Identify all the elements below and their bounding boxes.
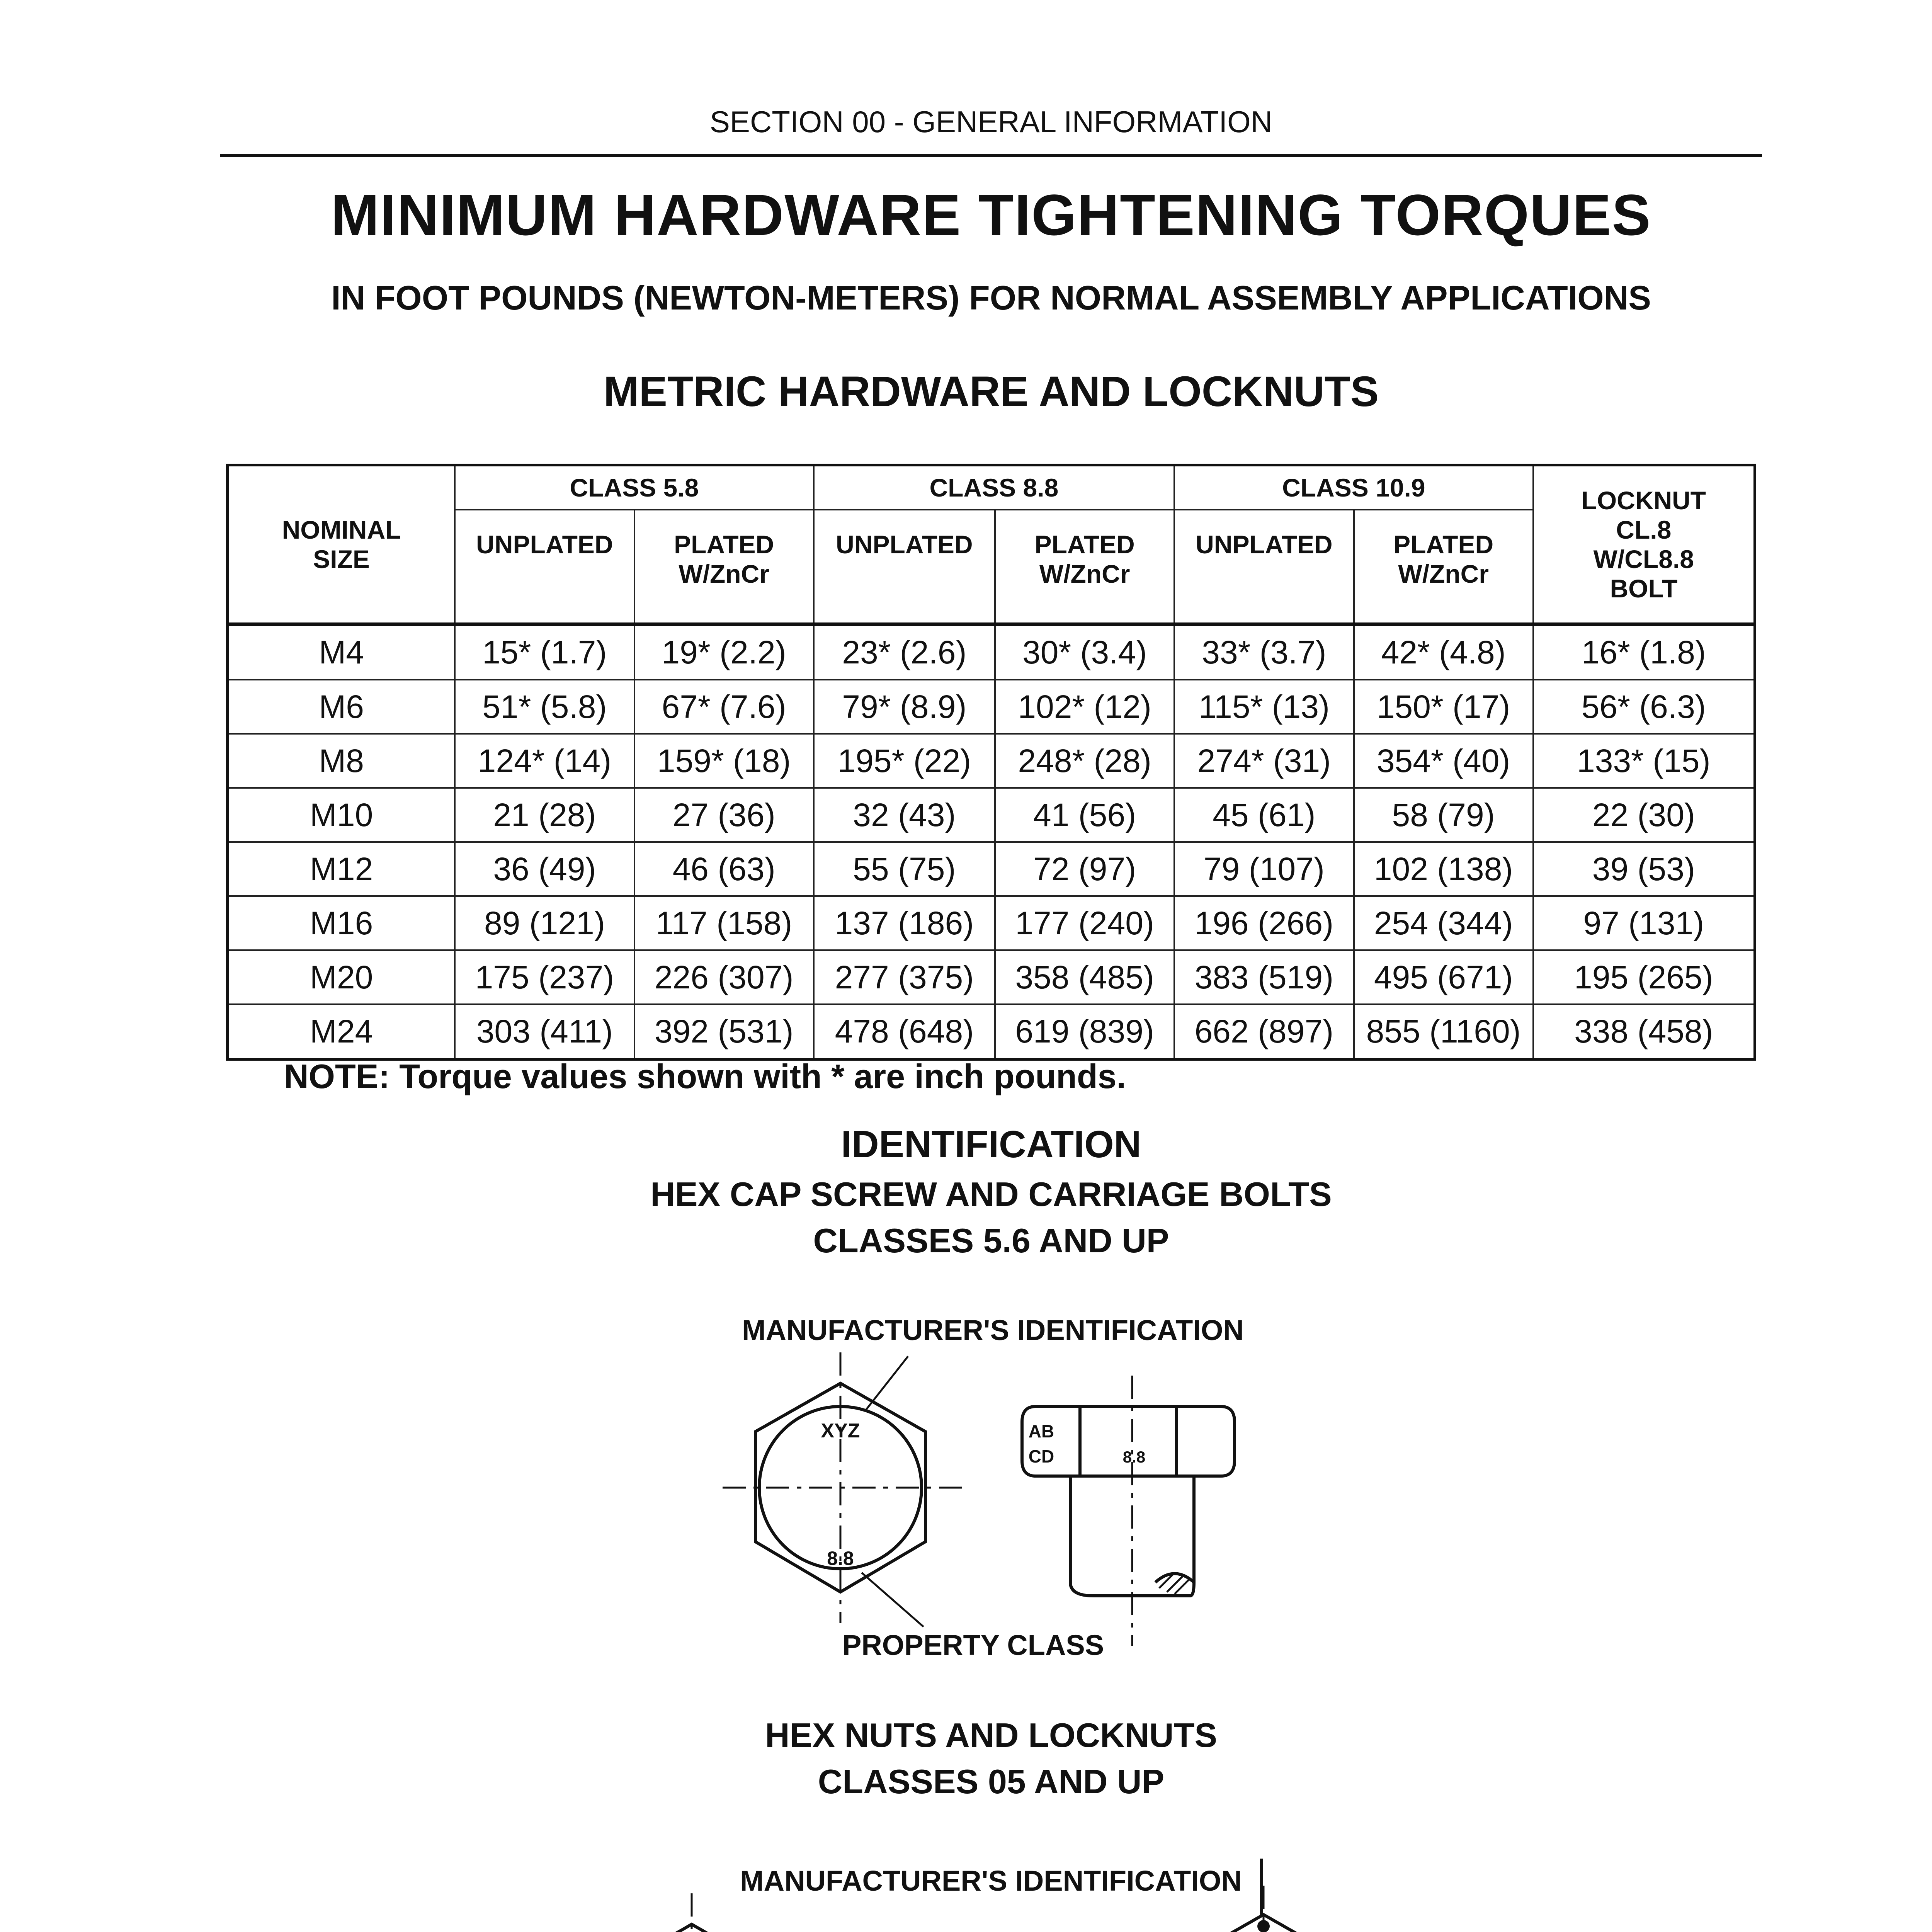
torque-cell: 16* (1.8) [1533,624,1755,680]
torque-cell: 175 (237) [455,950,634,1004]
sub-header-plated: PLATED W/ZnCr [995,510,1174,624]
torque-cell: 619 (839) [995,1004,1174,1059]
nominal-size-header: NOMINAL SIZE [228,465,455,624]
size-cell: M4 [228,624,455,680]
screw-mark-class-side: 8.8 [1122,1448,1146,1466]
class-8-8-header: CLASS 8.8 [814,465,1174,510]
torque-note: NOTE: Torque values shown with * are inch pounds. [284,1057,1126,1095]
class-5-8-header: CLASS 5.8 [455,465,814,510]
torque-cell: 36 (49) [455,842,634,896]
size-cell: M6 [228,680,455,734]
torque-cell: 30* (3.4) [995,624,1174,680]
identification-subtitle-screws: HEX CAP SCREW AND CARRIAGE BOLTS [650,1175,1332,1213]
torque-cell: 177 (240) [995,896,1174,950]
torque-cell: 159* (18) [634,734,814,788]
torque-cell: 21 (28) [455,788,634,842]
torque-cell: 354* (40) [1354,734,1533,788]
torque-cell: 338 (458) [1533,1004,1755,1059]
torque-cell: 33* (3.7) [1174,624,1354,680]
sub-header-unplated: UNPLATED [455,510,634,624]
torque-cell: 195* (22) [814,734,995,788]
torque-cell: 79* (8.9) [814,680,995,734]
sub-header-plated: PLATED W/ZnCr [634,510,814,624]
class-10-9-header: CLASS 10.9 [1174,465,1533,510]
size-cell: M12 [228,842,455,896]
torque-cell: 150* (17) [1354,680,1533,734]
torque-cell: 392 (531) [634,1004,814,1059]
size-cell: M20 [228,950,455,1004]
torque-cell: 117 (158) [634,896,814,950]
torque-cell: 39 (53) [1533,842,1755,896]
torque-cell: 42* (4.8) [1354,624,1533,680]
nut-property-view [583,1893,808,1932]
torque-cell: 79 (107) [1174,842,1354,896]
torque-cell: 133* (15) [1533,734,1755,788]
screw-side-view [1022,1376,1235,1646]
torque-cell: 55 (75) [814,842,995,896]
torque-cell: 115* (13) [1174,680,1354,734]
page-title: MINIMUM HARDWARE TIGHTENING TORQUES [331,182,1651,247]
screw-mark-ab: AB [1028,1421,1054,1441]
torque-cell: 67* (7.6) [634,680,814,734]
torque-cell: 27 (36) [634,788,814,842]
screw-mark-class-top: 8.8 [827,1548,854,1569]
size-cell: M24 [228,1004,455,1059]
torque-cell: 97 (131) [1533,896,1755,950]
torque-cell: 58 (79) [1354,788,1533,842]
torque-cell: 124* (14) [455,734,634,788]
sub-header-unplated: UNPLATED [1174,510,1354,624]
torque-cell: 45 (61) [1174,788,1354,842]
table-title: METRIC HARDWARE AND LOCKNUTS [603,368,1379,415]
screw-mark-cd: CD [1028,1446,1054,1466]
torque-cell: 19* (2.2) [634,624,814,680]
torque-cell: 195 (265) [1533,950,1755,1004]
torque-cell: 72 (97) [995,842,1174,896]
torque-cell: 196 (266) [1174,896,1354,950]
torque-cell: 32 (43) [814,788,995,842]
torque-cell: 248* (28) [995,734,1174,788]
screw-mark-xyz: XYZ [821,1420,860,1442]
torque-cell: 22 (30) [1533,788,1755,842]
sub-header-plated: PLATED W/ZnCr [1354,510,1533,624]
torque-cell: 358 (485) [995,950,1174,1004]
size-cell: M8 [228,734,455,788]
screw-manufacturer-label: MANUFACTURER'S IDENTIFICATION [742,1314,1244,1346]
torque-cell: 137 (186) [814,896,995,950]
torque-cell: 51* (5.8) [455,680,634,734]
torque-cell: 41 (56) [995,788,1174,842]
nut-manufacturer-label: MANUFACTURER'S IDENTIFICATION [740,1865,1242,1897]
torque-cell: 226 (307) [634,950,814,1004]
identification-classes-screws: CLASSES 5.6 AND UP [813,1221,1169,1260]
torque-cell: 89 (121) [455,896,634,950]
screw-property-class-label: PROPERTY CLASS [842,1629,1104,1661]
nuts-classes: CLASSES 05 AND UP [818,1762,1165,1801]
torque-cell: 102 (138) [1354,842,1533,896]
section-header: SECTION 00 - GENERAL INFORMATION [709,105,1273,139]
identification-title: IDENTIFICATION [841,1123,1141,1165]
sub-header-unplated: UNPLATED [814,510,995,624]
nut-clock-view [1132,1859,1391,1932]
screw-head-top-view [723,1352,962,1627]
torque-cell: 478 (648) [814,1004,995,1059]
page-subtitle: IN FOOT POUNDS (NEWTON-METERS) FOR NORMAL ASSEMBLY APPLICATIONS [331,279,1651,317]
torque-cell: 23* (2.6) [814,624,995,680]
torque-cell: 254 (344) [1354,896,1533,950]
torque-cell: 56* (6.3) [1533,680,1755,734]
size-cell: M10 [228,788,455,842]
torque-cell: 15* (1.7) [455,624,634,680]
torque-cell: 46 (63) [634,842,814,896]
torque-cell: 303 (411) [455,1004,634,1059]
torque-cell: 383 (519) [1174,950,1354,1004]
size-cell: M16 [228,896,455,950]
nuts-title: HEX NUTS AND LOCKNUTS [765,1716,1218,1754]
torque-cell: 495 (671) [1354,950,1533,1004]
locknut-header: LOCKNUT CL.8 W/CL8.8 BOLT [1533,465,1755,624]
torque-cell: 277 (375) [814,950,995,1004]
torque-cell: 662 (897) [1174,1004,1354,1059]
torque-cell: 855 (1160) [1354,1004,1533,1059]
torque-cell: 102* (12) [995,680,1174,734]
torque-cell: 274* (31) [1174,734,1354,788]
